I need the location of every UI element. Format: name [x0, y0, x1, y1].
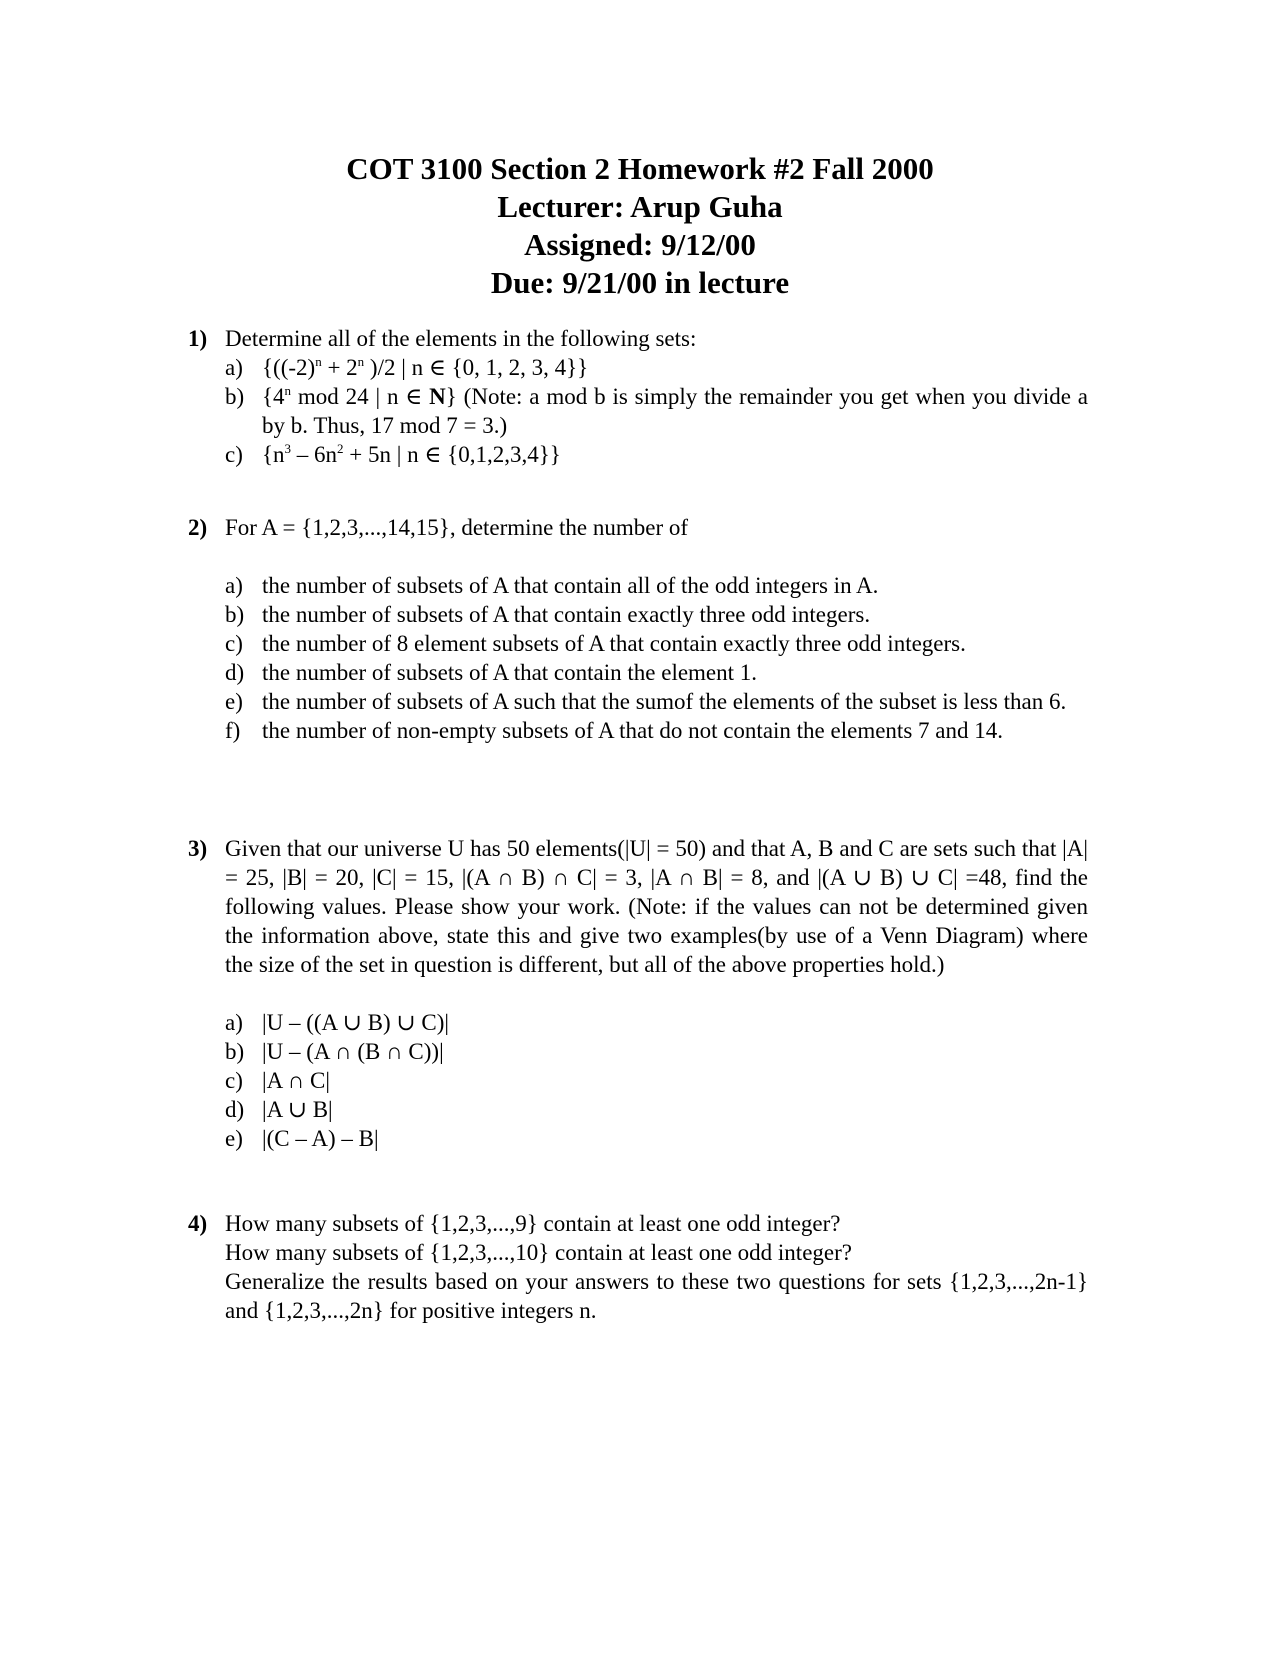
- item-letter: b): [225, 1039, 245, 1064]
- due-date: Due: 9/21/00 in lecture: [490, 265, 790, 300]
- assigned-date: Assigned: 9/12/00: [524, 227, 756, 262]
- document-header: [0, 150, 1280, 302]
- question-number: 1): [188, 326, 208, 351]
- question-2-items: [225, 571, 1088, 745]
- question-line-1: How many subsets of {1,2,3,...,9} contain at least one odd integer?: [225, 1211, 841, 1236]
- question-1-items: [225, 353, 1088, 469]
- item-letter: c): [225, 1068, 243, 1093]
- item-letter: b): [225, 384, 245, 409]
- question-number: 3): [188, 836, 208, 861]
- item-letter: c): [225, 631, 243, 656]
- lecturer-line: Lecturer: Arup Guha: [497, 189, 783, 224]
- item-letter: a): [225, 1010, 243, 1035]
- question-line-3: Generalize the results based on your answers to these two questions for sets {1,2,3,...,2n-1} and {1,2,3,...,2n} for positive integers n.: [225, 1269, 1088, 1323]
- question-text: Given that our universe U has 50 elements(|U| = 50) and that A, B and C are sets such that |A| = 25, |B| = 20, |C| = 15, |(A ∩ B) ∩ C| = 3, |A ∩ B| = 8, and |(A ∪ B) ∪ C| =48, find the following values. Please show your work. (Note: if the values can not be determined given the information above, state this and give two examples(by use of a Venn Diagram) where the size of the set in question is different, but all of the above properties hold.): [225, 836, 1088, 977]
- question-4: [188, 1209, 1088, 1325]
- question-text: Determine all of the elements in the following sets:: [225, 326, 697, 351]
- item-letter: d): [225, 660, 245, 685]
- list-item: a) the number of subsets of A that contain all of the odd integers in A.: [225, 573, 879, 598]
- list-item: a) |U – ((A ∪ B) ∪ C)|: [225, 1010, 450, 1035]
- question-3-items: [225, 1008, 1088, 1153]
- list-item: e) the number of subsets of A such that the sumof the elements of the subset is less than 6.: [225, 689, 1067, 714]
- course-title: COT 3100 Section 2 Homework #2 Fall 2000: [346, 151, 934, 186]
- list-item: b) {4$^n$ mod 24 | n ∈ N} (Note: a mod b is simply the remainder you get when you divide a by b. Thus, 17 mod 7 = 3.): [225, 383, 1088, 438]
- item-letter: a): [225, 355, 243, 380]
- question-number: 2): [188, 515, 208, 540]
- question-number: 4): [188, 1211, 208, 1236]
- list-item: c) {$n^3 - 6n^2 + 5n$ | n ∈ {0,1,2,3,4}}: [225, 441, 561, 467]
- item-letter: b): [225, 602, 245, 627]
- item-letter: c): [225, 442, 243, 467]
- list-item: c) the number of 8 element subsets of A that contain exactly three odd integers.: [225, 631, 966, 656]
- list-item: d) the number of subsets of A that contain the element 1.: [225, 660, 758, 685]
- list-item: b) the number of subsets of A that contain exactly three odd integers.: [225, 602, 871, 627]
- list-item: b) |U – (A ∩ (B ∩ C))|: [225, 1039, 444, 1064]
- question-text: For A = {1,2,3,...,14,15}, determine the number of: [225, 515, 689, 540]
- question-2: [188, 513, 1088, 745]
- list-item: c) |A ∩ C|: [225, 1068, 331, 1093]
- question-3: [188, 834, 1088, 1153]
- item-letter: d): [225, 1097, 245, 1122]
- item-letter: a): [225, 573, 243, 598]
- list-item: f) the number of non-empty subsets of A that do not contain the elements 7 and 14.: [225, 718, 1003, 743]
- question-line-2: How many subsets of {1,2,3,...,10} contain at least one odd integer?: [225, 1240, 852, 1265]
- list-item: e) |(C – A) – B|: [225, 1126, 379, 1151]
- item-letter: f): [225, 718, 241, 743]
- question-1: [188, 324, 1088, 469]
- list-item: d) |A ∪ B|: [225, 1097, 333, 1122]
- item-letter: e): [225, 1126, 243, 1151]
- list-item: a) {($(-2)^n + 2^n$ )/2 | n ∈ {0, 1, 2, 3, 4}}: [225, 354, 589, 380]
- item-letter: e): [225, 689, 243, 714]
